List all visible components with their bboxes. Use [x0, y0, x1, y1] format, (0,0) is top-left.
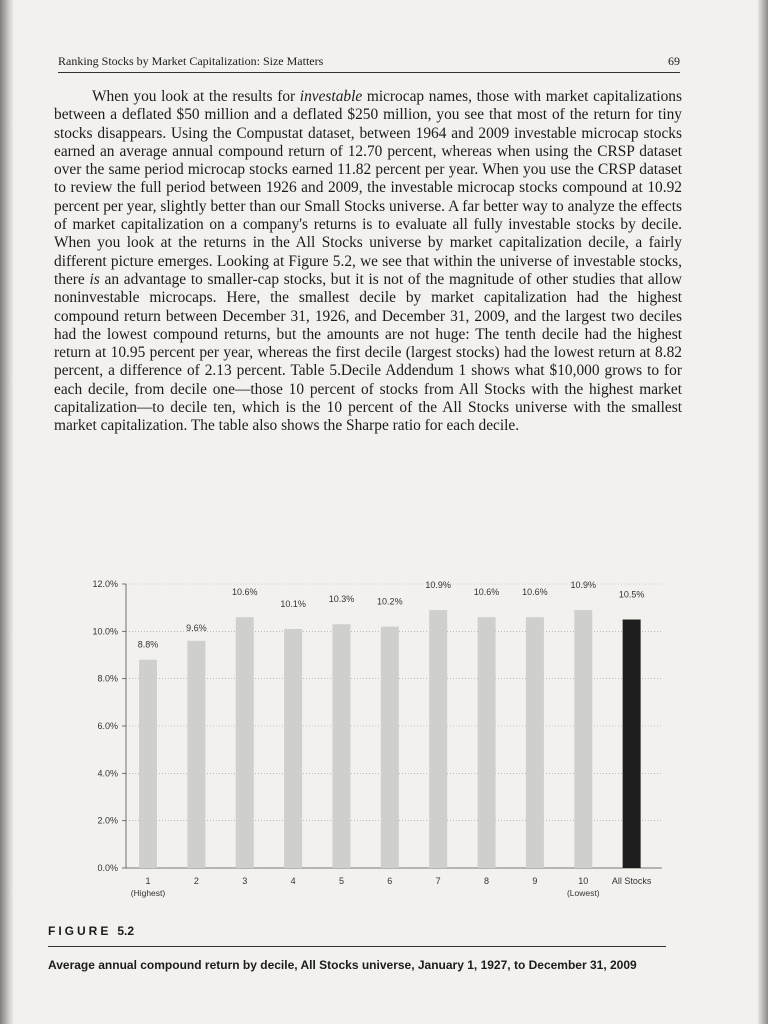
x-tick-label: 3: [242, 876, 248, 886]
data-label: 9.6%: [186, 622, 207, 633]
bar-all-stocks: [623, 620, 641, 869]
figure-chart: [60, 568, 670, 918]
x-tick-label: 7: [435, 876, 441, 886]
figure-number: 5.2: [117, 924, 135, 938]
figure-label: [48, 924, 134, 938]
bar-decile-10: [574, 610, 592, 868]
data-label: 10.9%: [570, 580, 597, 591]
bar-decile-6: [381, 627, 399, 868]
x-tick-label: 8: [484, 876, 490, 886]
y-tick-label: 10.0%: [92, 626, 118, 637]
x-tick-sublabel: (Lowest): [566, 888, 600, 898]
bar-decile-9: [526, 617, 544, 868]
y-tick-label: 12.0%: [92, 579, 118, 589]
x-tick-label: 1: [145, 876, 151, 886]
running-head-title: Ranking Stocks by Market Capitalization: Size Matters: [58, 54, 324, 68]
paragraph-text-start: When you look at the results for: [92, 88, 300, 105]
running-head: [58, 52, 680, 73]
data-label: 10.1%: [280, 598, 306, 609]
data-label: 10.2%: [377, 596, 403, 607]
italic-is: is: [89, 270, 100, 288]
x-tick-label: 9: [532, 876, 538, 886]
figure-rule: [48, 946, 666, 947]
page-number: 69: [668, 54, 680, 68]
bar-chart: [60, 568, 670, 918]
x-tick-label: 4: [290, 876, 296, 886]
figure-label-word: FIGURE: [48, 924, 112, 938]
y-tick-label: 6.0%: [97, 721, 118, 731]
y-tick-label: 4.0%: [97, 768, 118, 779]
body-text: [54, 88, 682, 436]
x-tick-sublabel: (Highest): [130, 888, 166, 898]
data-label: 10.6%: [231, 587, 258, 598]
data-label: 10.3%: [328, 594, 355, 605]
x-tick-label: 5: [338, 876, 344, 886]
data-label: 10.9%: [425, 580, 451, 591]
x-tick-label: 10: [578, 876, 589, 886]
data-label: 10.6%: [522, 587, 548, 598]
body-paragraph: [54, 88, 682, 436]
y-tick-label: 2.0%: [97, 815, 118, 826]
paragraph-text-middle: microcap names, those with market capitalizations between a deflated $50 million and a deflated $250 million, you see that most of the return for tiny stocks disappears. Using the Compustat dataset, between 1964 and 2009 investable microcap stocks earned an average annual compound return of 12.70 percent, whereas when using the CRSP dataset over the same period microcap stocks earned 11.82 percent per year. When you use the CRSP dataset to review the full period between 1926 and 2009, the investable microcap stocks compound at 10.92 percent per year, slightly better than our Small Stocks universe. A far better way to analyze the effects of market capitalization on a company's returns is to evaluate all fully investable stocks by decile. When you look at the returns in the All Stocks universe by market capitalization decile, a fairly different picture emerges. Looking at Figure 5.2, we see that within the universe of investable stocks, there: [54, 88, 682, 288]
bar-decile-2: [187, 641, 205, 868]
page-shadow-left: [0, 0, 14, 1024]
data-label: 8.8%: [137, 639, 159, 650]
y-tick-label: 8.0%: [97, 673, 118, 684]
bar-decile-3: [236, 617, 254, 868]
bar-decile-7: [429, 610, 447, 868]
figure-caption: Average annual compound return by decile, All Stocks universe, January 1, 1927, to December 31, 2009: [48, 958, 637, 972]
x-tick-label: All Stocks: [611, 876, 652, 886]
page-shadow-right: [758, 0, 768, 1024]
data-label: 10.6%: [473, 587, 500, 598]
bar-decile-4: [284, 629, 302, 868]
bar-decile-5: [332, 624, 350, 868]
data-label: 10.5%: [618, 589, 645, 600]
x-tick-label: 6: [387, 876, 393, 886]
x-tick-label: 2: [193, 876, 199, 886]
bar-decile-8: [478, 617, 496, 868]
paragraph-text-end: an advantage to smaller-cap stocks, but it is not of the magnitude of other studies that allow noninvestable microcaps. Here, the smallest decile by market capitalization had the highest compound return between December 31, 1926, and December 31, 2009, and the largest two deciles had the lowest compound returns, but the amounts are not huge: The tenth decile had the highest return at 10.95 percent per year, whereas the first decile (largest stocks) had the lowest return at 8.82 percent, a difference of 2.13 percent. Table 5.Decile Addendum 1 shows what $10,000 grows to for each decile, from decile one—those 10 percent of stocks from All Stocks with the highest market capitalization—to decile ten, which is the 10 percent of the All Stocks universe with the smallest market capitalization. The table also shows the Sharpe ratio for each decile.: [54, 270, 683, 435]
y-tick-label: 0.0%: [97, 863, 118, 873]
bar-decile-1: [139, 660, 157, 868]
italic-investable: investable: [299, 88, 363, 105]
